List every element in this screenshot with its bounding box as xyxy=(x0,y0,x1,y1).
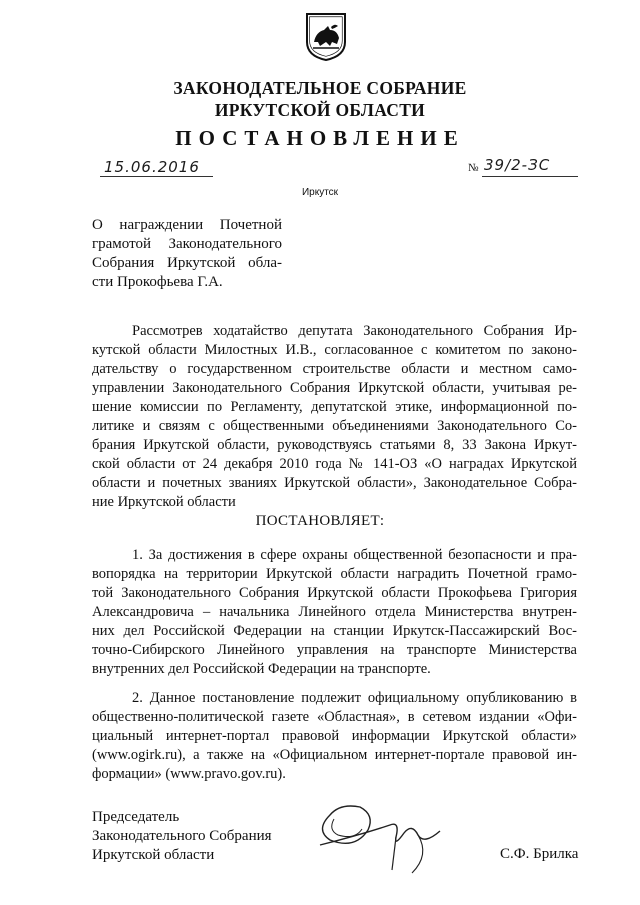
document-type-title: ПОСТАНОВЛЕНИЕ xyxy=(175,126,465,150)
signatory-title-line: Иркутской области xyxy=(92,847,215,863)
subject-line: Собрания Иркутской обла- xyxy=(92,255,282,271)
document-number: 39/2-ЗС xyxy=(484,156,551,174)
date-underline xyxy=(100,176,213,177)
resolution-item-1 xyxy=(92,546,577,679)
item-line: точно-Сибирского Линейного управления на транспорте Министерства xyxy=(92,642,577,658)
signatory-title-line: Председатель xyxy=(92,809,180,825)
preamble-line: литике и связям с общественными объединениями Законодательного Со- xyxy=(92,418,577,434)
preamble-line: области и почетных званиях Иркутской области», Законодательное Собра- xyxy=(92,475,577,491)
number-underline xyxy=(482,176,578,177)
preamble-line: кутской области Милостных И.В., согласованное с комитетом по законо- xyxy=(92,342,577,358)
preamble-line: управлении Законодательного Собрания Иркутской области, учитывая ре- xyxy=(92,380,577,396)
organization-region: ИРКУТСКОЙ ОБЛАСТИ xyxy=(214,100,426,120)
item-line: них дел Российской Федерации на станции Иркутск-Пассажирский Вос- xyxy=(92,623,577,639)
signatory-title xyxy=(92,808,272,865)
resolve-heading: ПОСТАНОВЛЯЕТ: xyxy=(255,513,385,529)
signatory-title-line: Законодательного Собрания xyxy=(92,828,272,844)
item-line: 1. За достижения в сфере охраны общественной безопасности и пра- xyxy=(132,547,577,563)
document-date: 15.06.2016 xyxy=(104,158,200,176)
preamble-line: дательству о государственном строительстве области и местном само- xyxy=(92,361,577,377)
subject-line: сти Прокофьева Г.А. xyxy=(92,274,223,290)
preamble-paragraph xyxy=(92,322,577,512)
preamble-line: ской области от 24 декабря 2010 года № 141-ОЗ «О наградах Иркутской xyxy=(92,456,577,472)
item-line: Александровича – начальника Линейного отдела Министерства внутрен- xyxy=(92,604,577,620)
item-line: (www.ogirk.ru), а также на «Официальном интернет-портале правовой ин- xyxy=(92,747,577,763)
subject-heading xyxy=(92,216,282,292)
organization-name: ЗАКОНОДАТЕЛЬНОЕ СОБРАНИЕ xyxy=(173,78,467,98)
item-line: той Законодательного Собрания Иркутской области Прокофьева Григория xyxy=(92,585,577,601)
subject-line: грамотой Законодательного xyxy=(92,236,282,252)
item-line: вопорядка на территории Иркутской области наградить Почетной грамо- xyxy=(92,566,577,582)
city-name: Иркутск xyxy=(301,187,339,198)
item-line: внутренних дел Российской Федерации на транспорте. xyxy=(92,661,431,677)
preamble-line: брания Иркутской области, руководствуясь статьями 8, 33 Закона Иркут- xyxy=(92,437,577,453)
preamble-line: шение комиссии по Регламенту, депутатской этике, информационной по- xyxy=(92,399,577,415)
irkutsk-coat-of-arms-icon xyxy=(304,12,348,62)
item-line: циальный интернет-портал правовой информации Иркутской области» xyxy=(92,728,577,744)
number-label: № xyxy=(468,162,479,174)
preamble-line: ние Иркутской области xyxy=(92,494,236,510)
resolution-item-2 xyxy=(92,689,577,784)
item-line: общественно-политической газете «Областная», в сетевом издании «Офи- xyxy=(92,709,577,725)
item-line: формации» (www.pravo.gov.ru). xyxy=(92,766,286,782)
handwritten-signature xyxy=(300,785,470,880)
item-line: 2. Данное постановление подлежит официальному опубликованию в xyxy=(132,690,577,706)
preamble-line: Рассмотрев ходатайство депутата Законодательного Собрания Ир- xyxy=(132,323,577,339)
subject-line: О награждении Почетной xyxy=(92,217,282,233)
signatory-name: С.Ф. Брилка xyxy=(500,846,579,862)
